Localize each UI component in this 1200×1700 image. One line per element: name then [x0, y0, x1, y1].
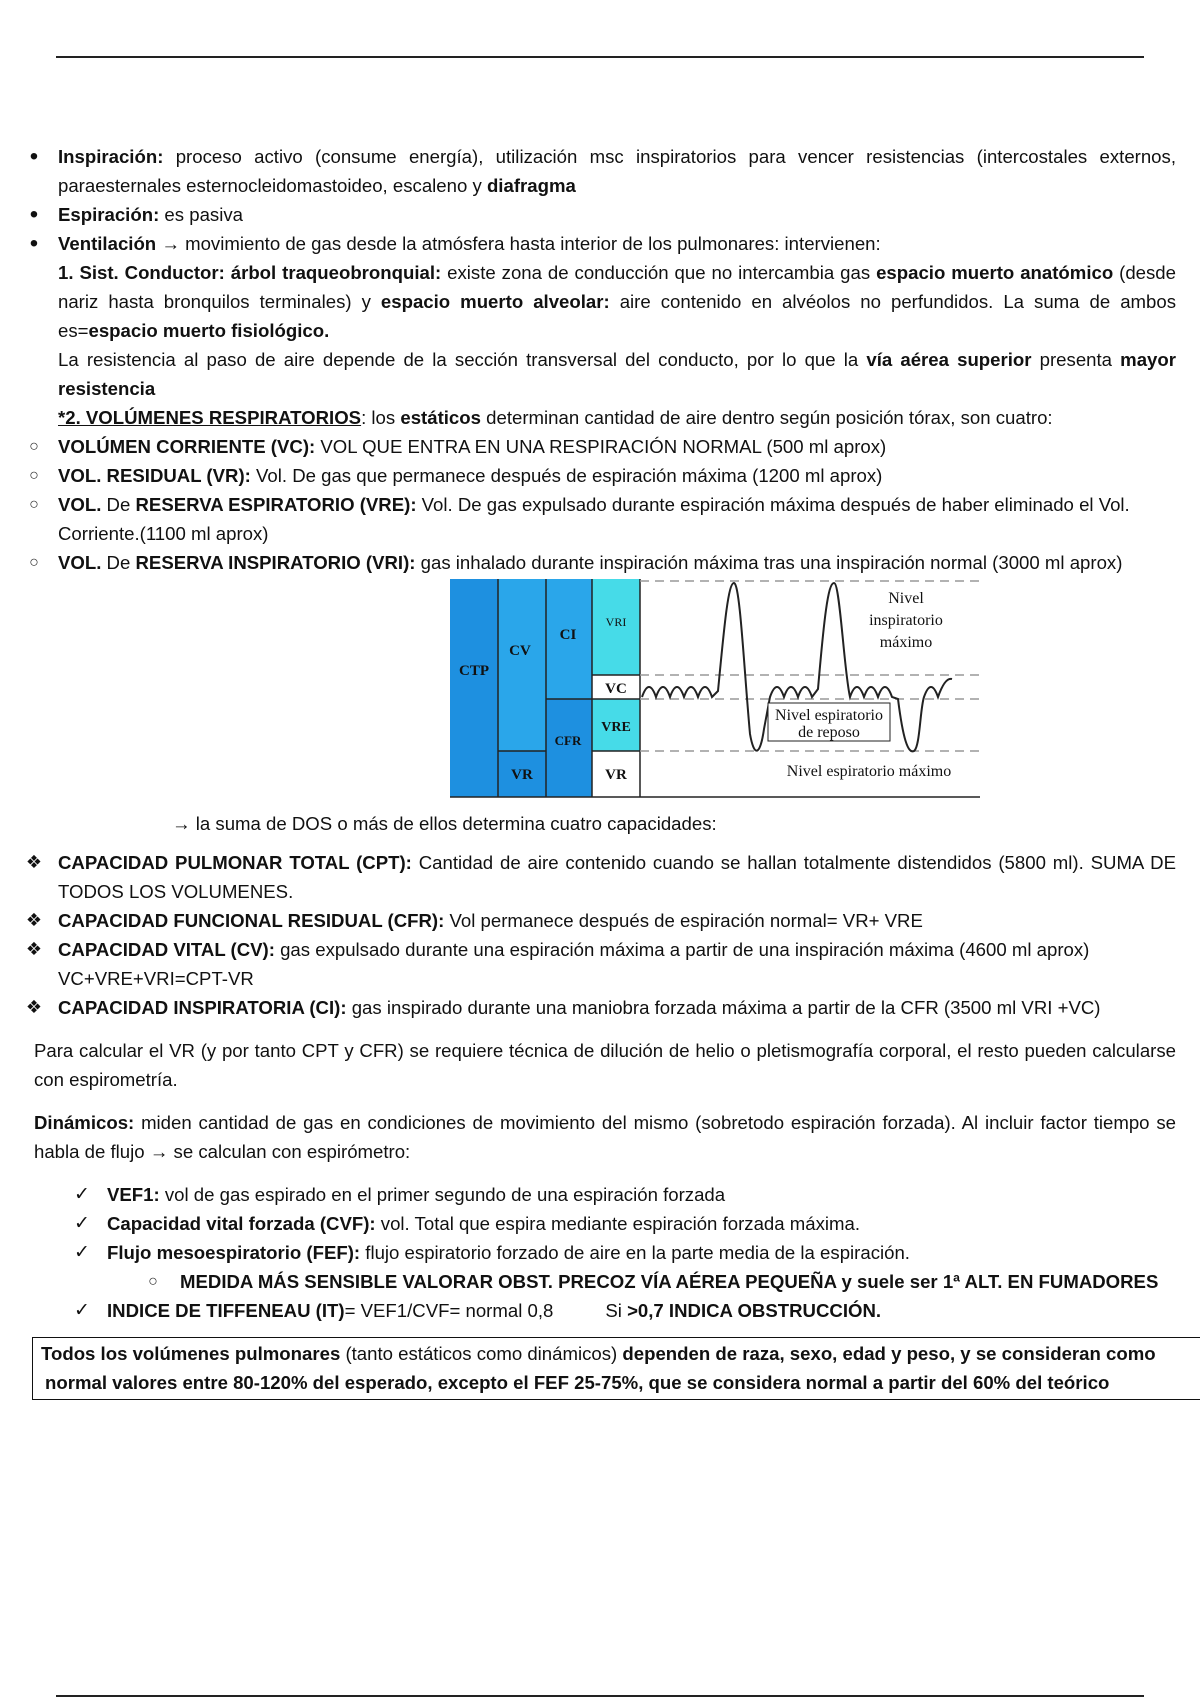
check-icon: ✓ — [74, 1242, 90, 1263]
list-item-ventilacion — [0, 229, 1200, 258]
list-item-vef1 — [0, 1180, 1200, 1209]
bullet-icon: • — [29, 143, 39, 170]
diamond-bullet-icon: ❖ — [25, 939, 43, 959]
summary-line-2 — [41, 1368, 1200, 1397]
circle-bullet-icon: ○ — [29, 467, 39, 484]
conductor-label: 1. Sist. Conductor: árbol traqueobronquial: — [58, 262, 442, 283]
bottom-rule — [56, 1695, 1144, 1697]
vri-label-2: RESERVA INSPIRATORIO (VRI): — [135, 552, 416, 573]
vef1-text: vol de gas espirado en el primer segundo de una espiración forzada — [159, 1184, 726, 1205]
summary-line-1 — [41, 1339, 1200, 1368]
check-icon: ✓ — [74, 1213, 90, 1234]
conductor-bold-3: espacio muerto fisiológico. — [88, 320, 330, 341]
summary-bold-2: dependen de raza, sexo, edad y peso, y se consideran como — [622, 1343, 1156, 1364]
nivel-rep-line-2: de reposo — [798, 724, 860, 741]
list-item-espiracion — [0, 200, 1200, 229]
ctp-block — [450, 579, 498, 797]
circle-bullet-icon: ○ — [29, 554, 39, 571]
dinamicos-label: Dinámicos: — [34, 1112, 135, 1133]
dinamicos-text: miden cantidad de gas en condiciones de movimiento del mismo (sobretodo espiración forzada). Al incluir factor tiempo se habla de flujo — [34, 1112, 1176, 1162]
bullet-icon: • — [29, 230, 39, 257]
cfr-label: CFR — [554, 733, 582, 748]
cpt-label: CAPACIDAD PULMONAR TOTAL (CPT): — [58, 852, 412, 873]
vc-text: VOL QUE ENTRA EN UNA RESPIRACIÓN NORMAL (500 ml aprox) — [315, 436, 887, 457]
conductor-paragraph — [0, 258, 1200, 345]
inspiracion-label: Inspiración: — [58, 146, 164, 167]
vre-label-2: RESERVA ESPIRATORIO (VRE): — [135, 494, 417, 515]
resistencia-bold-2: mayor resistencia — [58, 349, 1176, 399]
list-item-cvf — [0, 1209, 1200, 1238]
inspiracion-text: proceso activo (consume energía), utilización msc inspiratorios para vencer resistencias (intercostales externos, paraesternales esternocleidomastoideo, escaleno y — [58, 146, 1176, 196]
nivel-rep-line-1: Nivel espiratorio — [775, 707, 883, 724]
ctp-label: CTP — [459, 663, 489, 679]
fef-label: Flujo mesoespiratorio (FEF): — [107, 1242, 361, 1263]
capacities-list — [0, 848, 1200, 1022]
vri-text: gas inhalado durante inspiración máxima tras una inspiración normal (3000 ml aprox) — [415, 552, 1123, 573]
cvf-text: vol. Total que espira mediante espiración forzada máxima. — [375, 1213, 861, 1234]
list-item-fef-note — [0, 1267, 1200, 1296]
tiffeneau-note-plain: Si — [605, 1300, 628, 1321]
cvf-label: Capacidad vital forzada (CVF): — [107, 1213, 376, 1234]
volumenes-text-1: : los — [361, 407, 401, 428]
resistencia-text-1: La resistencia al paso de aire depende de la sección transversal del conducto, por lo que la — [58, 349, 867, 370]
arrow-icon: → — [172, 813, 191, 834]
tiffeneau-label: INDICE DE TIFFENEAU (IT) — [107, 1300, 345, 1321]
list-item-cfr — [0, 906, 1200, 935]
circle-bullet-icon: ○ — [29, 438, 39, 455]
volumenes-bold: estáticos — [400, 407, 481, 428]
vr-note-text: Para calcular el VR (y por tanto CPT y CFR) se requiere técnica de dilución de helio o pletismografía corporal, el resto pueden calcularse con espirometría. — [34, 1040, 1176, 1090]
list-item-cpt — [0, 848, 1200, 906]
fef-text: flujo espiratorio forzado de aire en la parte media de la espiración. — [360, 1242, 910, 1263]
top-rule — [56, 56, 1144, 58]
diamond-bullet-icon: ❖ — [25, 997, 43, 1017]
summary-box — [32, 1337, 1200, 1400]
list-item-vr — [0, 461, 1200, 490]
nivel-max-label: Nivel espiratorio máximo — [786, 763, 952, 780]
document-body — [0, 142, 1200, 1400]
diamond-bullet-icon: ❖ — [25, 852, 43, 872]
ventilacion-text: movimiento de gas desde la atmósfera hasta interior de los pulmonares: intervienen: — [179, 233, 881, 254]
cv-cap-text: gas expulsado durante una espiración máxima a partir de una inspiración máxima (4600 ml aprox) VC+VRE+VRI=CPT-VR — [58, 939, 1090, 989]
capacities-intro — [0, 809, 1200, 838]
vre-label-1: VOL. — [58, 494, 102, 515]
cfr-cap-text: Vol permanece después de espiración normal= VR+ VRE — [444, 910, 923, 931]
dinamicos-text-2: se calculan con espirómetro: — [168, 1141, 411, 1162]
vri-label: VRI — [605, 615, 627, 629]
dinamicos-paragraph — [0, 1108, 1200, 1166]
summary-bold-1: Todos los volúmenes pulmonares — [41, 1343, 341, 1364]
list-item-vre — [0, 490, 1200, 548]
summary-text-1: (tanto estáticos como dinámicos) — [340, 1343, 623, 1364]
lung-volumes-figure — [450, 579, 980, 799]
cv-cap-label: CAPACIDAD VITAL (CV): — [58, 939, 275, 960]
vef1-label: VEF1: — [107, 1184, 160, 1205]
conductor-bold-2: espacio muerto alveolar: — [380, 291, 610, 312]
list-item-inspiracion — [0, 142, 1200, 200]
ci-cap-text: gas inspirado durante una maniobra forzada máxima a partir de la CFR (3500 ml VRI +VC) — [346, 997, 1101, 1018]
cv-label: CV — [509, 643, 531, 659]
cfr-cap-label: CAPACIDAD FUNCIONAL RESIDUAL (CFR): — [58, 910, 445, 931]
intro-list — [0, 142, 1200, 258]
espiracion-text: es pasiva — [159, 204, 243, 225]
diamond-bullet-icon: ❖ — [25, 910, 43, 930]
fef-note-text: MEDIDA MÁS SENSIBLE VALORAR OBST. PRECOZ VÍA AÉREA PEQUEÑA y suele ser 1ª ALT. EN FUMADORES — [180, 1271, 1159, 1292]
vc-label: VOLÚMEN CORRIENTE (VC): — [58, 436, 316, 457]
circle-bullet-icon: ○ — [148, 1273, 158, 1290]
vri-plain: De — [101, 552, 136, 573]
ci-cap-label: CAPACIDAD INSPIRATORIA (CI): — [58, 997, 347, 1018]
list-item-tiffeneau — [0, 1296, 1200, 1325]
resistencia-text-2: presenta — [1031, 349, 1121, 370]
circle-bullet-icon: ○ — [29, 496, 39, 513]
nivel-insp-line-3: máximo — [879, 634, 933, 651]
resistencia-paragraph — [0, 345, 1200, 403]
summary-bold-3: normal valores entre 80-120% del esperado, excepto el FEF 25-75%, que se considera normal a partir del 60% del teórico — [45, 1372, 1110, 1393]
conductor-bold-1: espacio muerto anatómico — [876, 262, 1114, 283]
lung-volumes-diagram — [450, 579, 980, 799]
nivel-insp-line-2: inspiratorio — [869, 612, 943, 629]
volumenes-heading — [0, 403, 1200, 432]
conductor-text-2: (desde nariz hasta bronquilos terminales) y — [58, 262, 1176, 312]
vre-text: Vol. De gas expulsado durante espiración máxima después de haber eliminado el Vol. Corriente.(1100 ml aprox) — [58, 494, 1130, 544]
vr-text: Vol. De gas que permanece después de espiración máxima (1200 ml aprox) — [250, 465, 883, 486]
check-icon: ✓ — [74, 1300, 90, 1321]
volumenes-label: *2. VOLÚMENES RESPIRATORIOS — [58, 407, 362, 428]
check-icon: ✓ — [74, 1184, 90, 1205]
conductor-text-3: aire contenido en alvéolos no perfundidos. La suma de ambos es= — [58, 291, 1177, 341]
cpt-text: Cantidad de aire contenido cuando se hallan totalmente distendidos (5800 ml). SUMA DE TODOS LOS VOLUMENES. — [58, 852, 1176, 902]
dynamic-list — [0, 1180, 1200, 1325]
arrow-icon: → — [149, 1141, 169, 1162]
ventilacion-label: Ventilación — [58, 233, 157, 254]
list-item-vc — [0, 432, 1200, 461]
nivel-insp-line-1: Nivel — [888, 590, 924, 607]
vre-plain: De — [101, 494, 136, 515]
vr-right-label: VR — [605, 767, 627, 783]
list-item-cv — [0, 935, 1200, 993]
list-item-fef — [0, 1238, 1200, 1267]
volumenes-text-2: determinan cantidad de aire dentro según posición tórax, son cuatro: — [480, 407, 1053, 428]
vc-label: VC — [605, 681, 627, 697]
vre-label: VRE — [601, 720, 631, 735]
tiffeneau-text: = VEF1/CVF= normal 0,8 — [344, 1300, 554, 1321]
list-item-vri — [0, 548, 1200, 577]
list-item-ci — [0, 993, 1200, 1022]
tiffeneau-note-bold: >0,7 INDICA OBSTRUCCIÓN. — [627, 1300, 882, 1321]
vri-label-1: VOL. — [58, 552, 102, 573]
cv-block — [498, 579, 546, 751]
conductor-text-1: existe zona de conducción que no intercambia gas — [441, 262, 877, 283]
vr-label: VOL. RESIDUAL (VR): — [58, 465, 251, 486]
inspiracion-diafragma: diafragma — [486, 175, 576, 196]
espiracion-label: Espiración: — [58, 204, 160, 225]
resistencia-bold-1: vía aérea superior — [866, 349, 1032, 370]
capacities-intro-text: la suma de DOS o más de ellos determina cuatro capacidades: — [190, 813, 717, 834]
cfr-block — [546, 699, 592, 797]
vr-note-paragraph — [0, 1036, 1200, 1094]
volumes-list — [0, 432, 1200, 577]
arrow-icon: → — [161, 233, 180, 254]
bullet-icon: • — [29, 201, 39, 228]
vr-left-label: VR — [511, 767, 533, 783]
ci-label: CI — [559, 627, 577, 643]
